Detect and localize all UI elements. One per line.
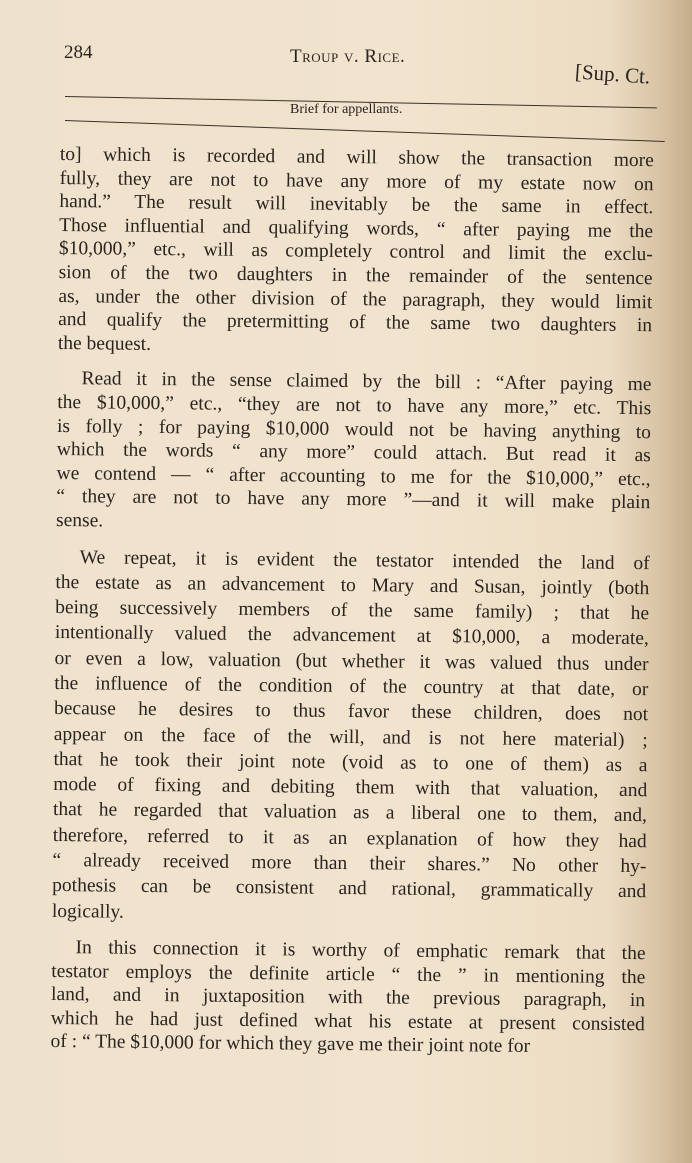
text-line: to] which is recorded and will show the transaction more [59, 143, 654, 172]
text-line: we contend — “ after accounting to me for the $10,000,” etc., [56, 462, 651, 490]
text-line: sion of the two daughters in the remainder of the sentence [58, 261, 653, 290]
text-line: of : “ The $10,000 for which they gave me their joint note for [50, 1031, 531, 1058]
running-title: Troup v. Rice. [290, 46, 406, 67]
page-number: 284 [64, 42, 93, 63]
text-line: therefore, referred to it as an explanation of how they had [52, 824, 647, 852]
text-line: testator employs the definite article “ the ” in mentioning the [51, 960, 646, 988]
paragraph [58, 143, 654, 362]
text-line: logically. [51, 900, 124, 923]
text-line: fully, they are not to have any more of my estate now on [59, 167, 654, 195]
text-line: Read it in the sense claimed by the bill : “After paying me [81, 368, 652, 396]
text-line: land, and in juxtaposition with the previous paragraph, in [50, 984, 646, 1012]
text-line: Those influential and qualifying words, “ after paying me the [59, 214, 654, 242]
text-line: hand.” The result will inevitably be the same in effect. [59, 191, 654, 219]
text-line: We repeat, it is evident the testator intended the land of [79, 546, 650, 574]
text-line: or even a low, valuation (but whether it was valued thus under [54, 647, 649, 675]
text-line: “ already received more than their shares.” No other hy- [52, 850, 647, 878]
text-line: mode of fixing and debiting them with that valuation, and [53, 774, 648, 802]
paragraph [56, 367, 652, 538]
body-text [50, 143, 654, 1072]
text-line: because he desires to thus favor these children, does not [53, 698, 649, 726]
text-line: as, under the other division of the paragraph, they would limit [58, 285, 653, 313]
text-line: $10,000,” etc., will as completely control and limit the exclu- [58, 238, 653, 266]
text-line: that he took their joint note (void as to one of them) as a [53, 748, 648, 777]
text-line: “ they are not to have any more ”—and it will make plain [56, 486, 651, 514]
text-line: and qualify the pretermitting of the same two daughters in [58, 309, 653, 337]
text-line: In this connection it is worthy of emphatic remark that the [75, 937, 646, 965]
paragraph [52, 544, 650, 930]
text-line: pothesis can be consistent and rational, grammatically and [52, 875, 647, 903]
court-label: [Sup. Ct. [574, 59, 652, 89]
text-line: that he regarded that valuation as a liberal one to them, and, [52, 799, 648, 827]
text-line: the estate as an advancement to Mary and Susan, jointly (both [55, 571, 650, 599]
text-line: intentionally valued the advancement at $10,000, a moderate, [54, 622, 649, 650]
text-line: the bequest. [57, 332, 152, 355]
text-line: which he had just defined what his estate at present consisted [50, 1007, 645, 1035]
text-line: is folly ; for paying $10,000 would not be having anything to [56, 415, 652, 443]
text-line: being successively members of the same family) ; that he [55, 597, 650, 625]
subheading: Brief for appellants. [290, 102, 403, 117]
text-line: the influence of the condition of the country at that date, or [54, 672, 649, 701]
header-rule-bottom [65, 120, 665, 142]
text-line: sense. [55, 509, 104, 532]
text-line: which the words “ any more” could attach. But read it as [56, 439, 651, 467]
text-line: the $10,000,” etc., “they are not to have any more,” etc. This [57, 391, 652, 420]
text-line: appear on the face of the will, and is not here material) ; [53, 723, 648, 751]
paragraph [50, 936, 645, 1060]
